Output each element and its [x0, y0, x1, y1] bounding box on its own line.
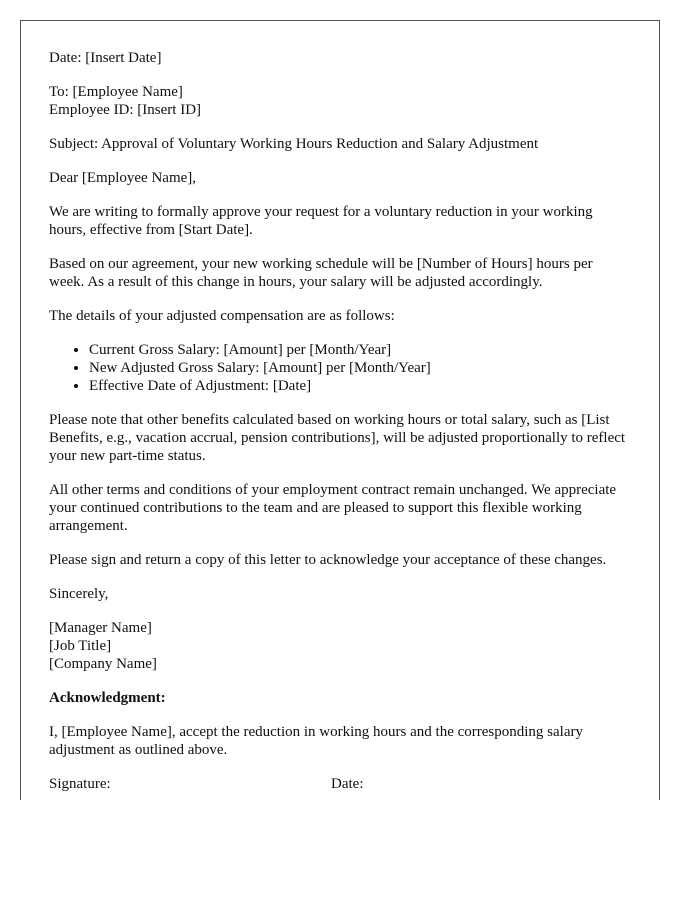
paragraph-compensation-intro: The details of your adjusted compensation are as follows: — [49, 308, 395, 324]
compensation-item-new: • New Adjusted Gross Salary: [Amount] per [Month/Year] — [89, 359, 631, 377]
signature-date-label: Date: — [331, 776, 364, 792]
to-line: To: [Employee Name] — [49, 84, 183, 100]
employee-id-line: Employee ID: [Insert ID] — [49, 102, 202, 118]
signature-block — [49, 619, 631, 673]
paragraph-benefits: Please note that other benefits calculated based on working hours or total salary, such as [List Benefits, e.g., vacation accrual, pension contributions], will be adjusted proportionally to reflect your new part-time status. — [49, 412, 626, 464]
letter-page — [20, 20, 660, 800]
compensation-list — [49, 341, 631, 395]
manager-name: [Manager Name] — [49, 620, 152, 636]
paragraph-schedule: Based on our agreement, your new working schedule will be [Number of Hours] hours per week. As a result of this change in hours, your salary will be adjusted accordingly. — [49, 256, 593, 290]
paragraph-approval: We are writing to formally approve your request for a voluntary reduction in your working hours, effective from [Start Date]. — [49, 204, 593, 238]
recipient-block — [49, 83, 631, 119]
letter-body — [21, 21, 659, 793]
acknowledgment-heading: Acknowledgment: — [49, 690, 166, 706]
compensation-item-effective-date: • Effective Date of Adjustment: [Date] — [89, 377, 631, 395]
paragraph-sign-request: Please sign and return a copy of this letter to acknowledge your acceptance of these changes. — [49, 552, 607, 568]
subject-line: Subject: Approval of Voluntary Working Hours Reduction and Salary Adjustment — [49, 136, 539, 152]
acknowledgment-signature-row — [49, 775, 631, 793]
salutation: Dear [Employee Name], — [49, 170, 197, 186]
signature-label: Signature: — [49, 776, 111, 792]
job-title: [Job Title] — [49, 638, 112, 654]
paragraph-terms: All other terms and conditions of your employment contract remain unchanged. We appreciate your continued contributions to the team and are pleased to support this flexible working arrangement. — [49, 482, 617, 534]
compensation-item-current: • Current Gross Salary: [Amount] per [Month/Year] — [89, 341, 631, 359]
company-name: [Company Name] — [49, 656, 157, 672]
acknowledgment-text: I, [Employee Name], accept the reduction in working hours and the corresponding salary adjustment as outlined above. — [49, 724, 583, 758]
date-line: Date: [Insert Date] — [49, 50, 162, 66]
closing: Sincerely, — [49, 586, 109, 602]
